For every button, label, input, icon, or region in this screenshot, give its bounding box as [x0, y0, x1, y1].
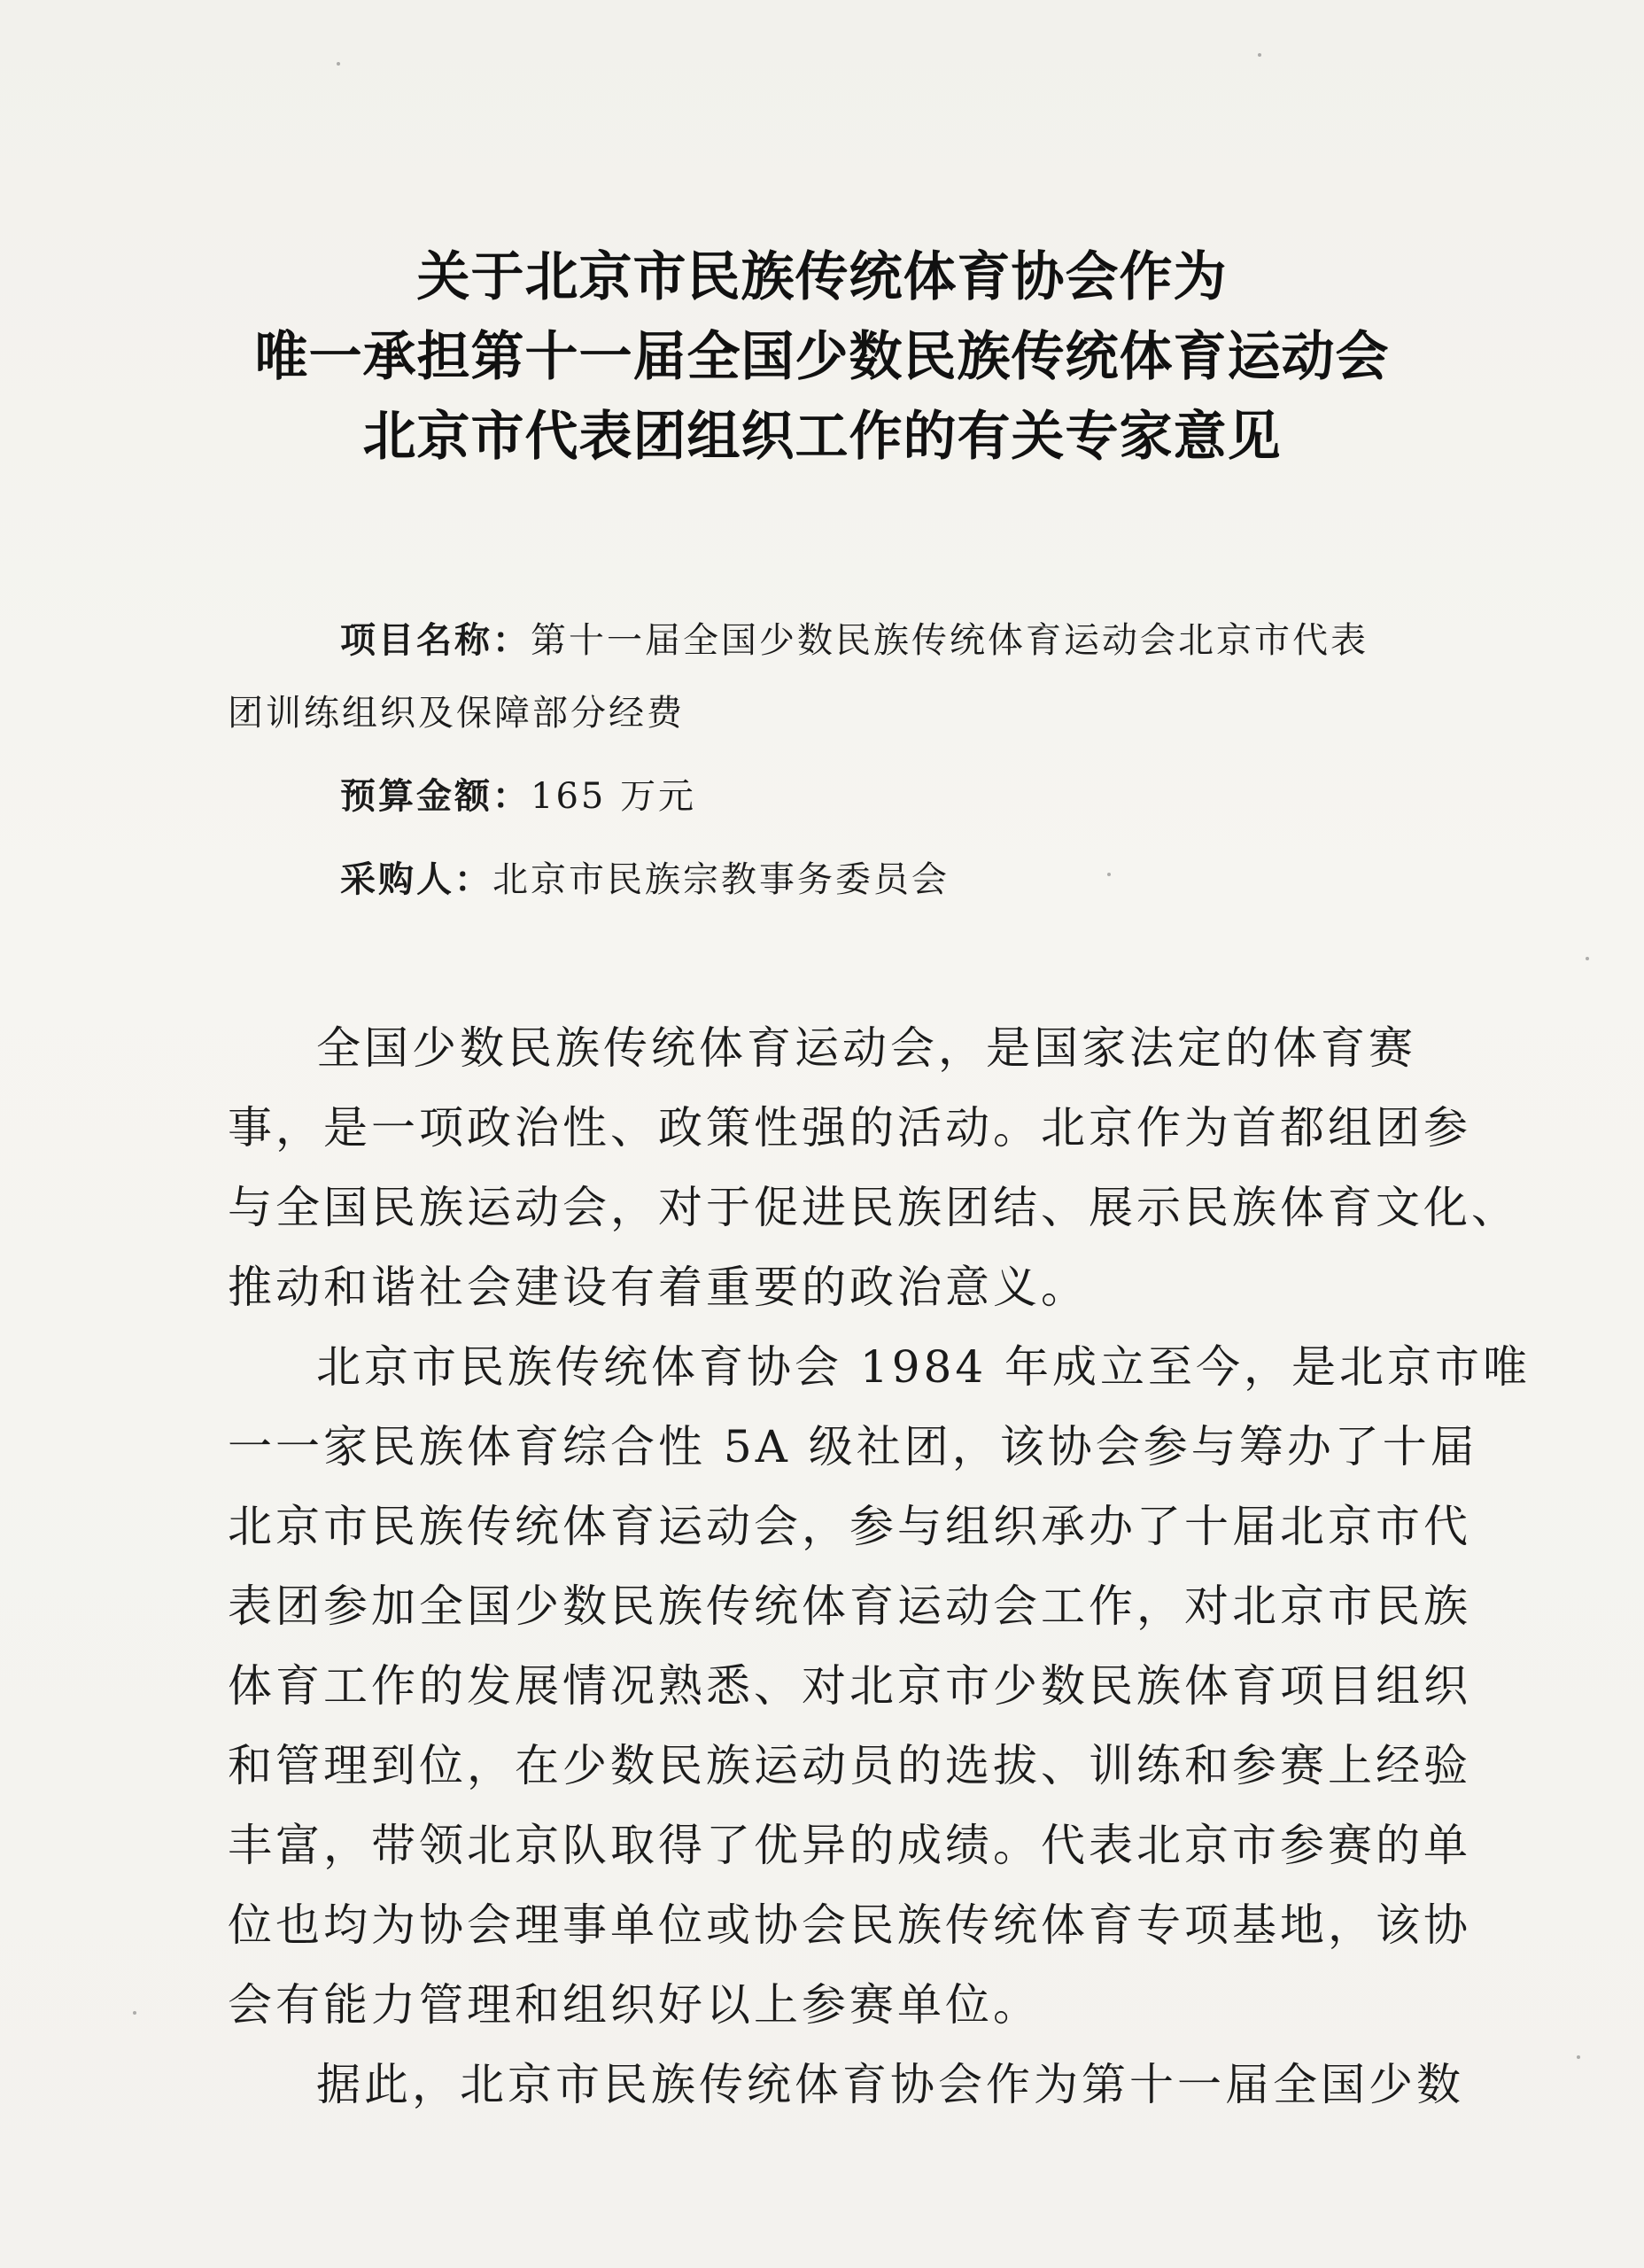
- document-title: [0, 237, 1644, 477]
- paragraph-line: 北京市民族传统体育协会 1984 年成立至今，是北京市唯: [316, 1341, 1532, 1393]
- title-line: 关于北京市民族传统体育协会作为: [416, 246, 1228, 308]
- title-line: 北京市代表团组织工作的有关专家意见: [362, 406, 1282, 468]
- purchaser-value: 北京市民族宗教事务委员会: [492, 859, 950, 900]
- paragraph-line: 会有能力管理和组织好以上参赛单位。: [228, 1979, 1041, 2031]
- project-name-continuation: 团训练组织及保障部分经费: [228, 693, 685, 734]
- project-name-value: 第十一届全国少数民族传统体育运动会北京市代表: [531, 620, 1369, 661]
- scan-speck: [133, 2011, 136, 2015]
- scan-speck: [1586, 957, 1589, 960]
- paragraph-line: 事，是一项政治性、政策性强的活动。北京作为首都组团参: [228, 1102, 1471, 1153]
- paragraph-line: 体育工作的发展情况熟悉、对北京市少数民族体育项目组织: [228, 1660, 1471, 1712]
- paragraph-line: 推动和谐社会建设有着重要的政治意义。: [228, 1262, 1089, 1313]
- project-name-row: [228, 599, 1397, 682]
- project-name-label: 项目名称：: [340, 620, 531, 661]
- paragraph-line: 丰富，带领北京队取得了优异的成绩。代表北京市参赛的单: [228, 1820, 1471, 1871]
- scan-speck: [337, 62, 340, 66]
- paragraph-line: 和管理到位，在少数民族运动员的选拔、训练和参赛上经验: [228, 1740, 1471, 1791]
- paragraph-line: 表团参加全国少数民族传统体育运动会工作，对北京市民族: [228, 1581, 1471, 1632]
- scan-speck: [1258, 53, 1261, 57]
- paragraph-2: [228, 1327, 1532, 2045]
- paragraph-line: 位也均为协会理事单位或协会民族传统体育专项基地，该协: [228, 1899, 1471, 1951]
- paragraph-1: [228, 1008, 1519, 1327]
- purchaser-row: [228, 838, 1397, 921]
- paragraph-line: 全国少数民族传统体育运动会，是国家法定的体育赛: [316, 1022, 1416, 1074]
- project-meta: [228, 599, 1397, 921]
- scan-speck: [1577, 2055, 1580, 2059]
- paragraph-line: 一一家民族体育综合性 5A 级社团，该协会参与筹办了十届: [228, 1421, 1478, 1472]
- budget-label: 预算金额：: [340, 776, 531, 817]
- purchaser-label: 采购人：: [340, 859, 492, 900]
- document-body: [228, 1008, 1532, 2124]
- paragraph-3: [228, 2045, 1464, 2124]
- budget-row: [228, 755, 1397, 838]
- paragraph-line: 与全国民族运动会，对于促进民族团结、展示民族体育文化、: [228, 1182, 1519, 1233]
- title-line: 唯一承担第十一届全国少数民族传统体育运动会: [254, 326, 1390, 388]
- budget-value: 165 万元: [531, 776, 697, 817]
- paragraph-line: 北京市民族传统体育运动会，参与组织承办了十届北京市代: [228, 1501, 1471, 1552]
- paragraph-line: 据此，北京市民族传统体育协会作为第十一届全国少数: [316, 2059, 1464, 2110]
